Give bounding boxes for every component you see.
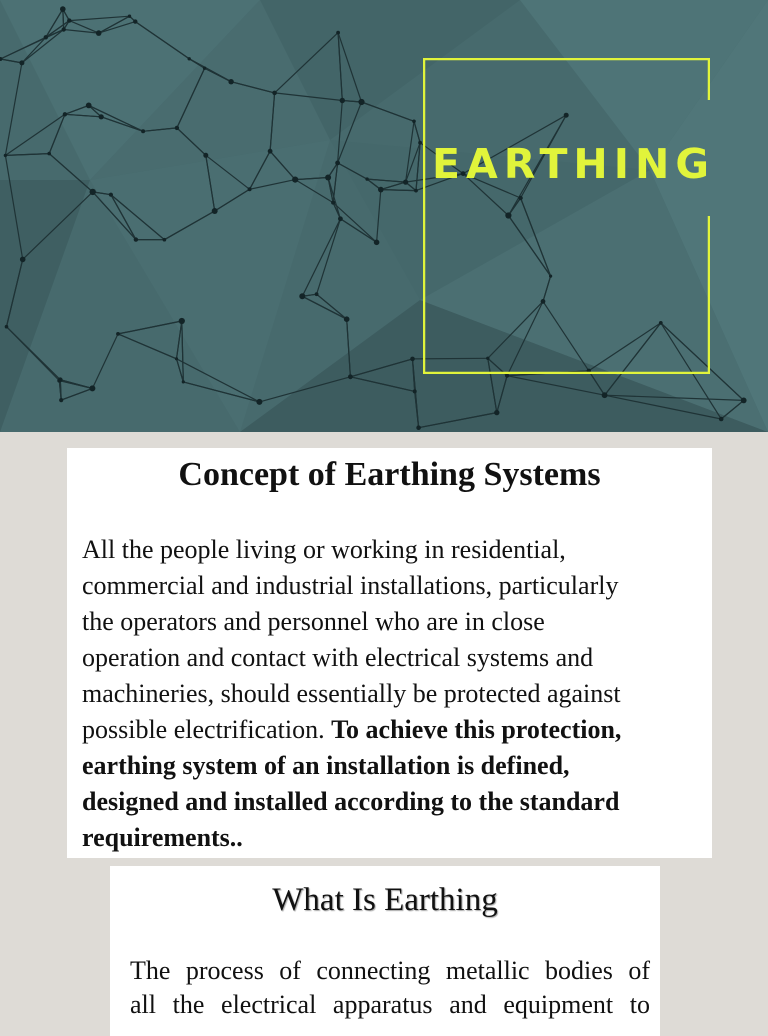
- body-line: operation and contact with electrical systems and: [82, 640, 707, 676]
- body-line: The process of connecting metallic bodies of: [130, 954, 650, 988]
- body-text-regular: possible electrification.: [82, 715, 331, 744]
- title-banner: [0, 0, 768, 432]
- body-line-bold: designed and installed according to the standard: [82, 784, 707, 820]
- concept-of-earthing-card: [67, 448, 712, 858]
- title-frame: [423, 58, 710, 374]
- body-text-bold: To achieve this protection,: [331, 715, 621, 744]
- concept-heading: Concept of Earthing Systems: [67, 456, 712, 494]
- what-is-earthing-card: [110, 866, 660, 1036]
- what-is-heading: What Is Earthing: [110, 882, 660, 919]
- banner-title: EARTHING: [432, 140, 715, 188]
- body-line: all the electrical apparatus and equipment to: [130, 988, 650, 1022]
- body-line-bold: requirements..: [82, 820, 707, 856]
- body-line: machineries, should essentially be protected against: [82, 676, 707, 712]
- concept-body: [82, 532, 707, 856]
- body-line: All the people living or working in residential,: [82, 532, 707, 568]
- body-line-mixed: [82, 712, 707, 748]
- body-line: commercial and industrial installations, particularly: [82, 568, 707, 604]
- body-line-bold: earthing system of an installation is defined,: [82, 748, 707, 784]
- what-is-body: [130, 954, 650, 1022]
- body-line: the operators and personnel who are in close: [82, 604, 707, 640]
